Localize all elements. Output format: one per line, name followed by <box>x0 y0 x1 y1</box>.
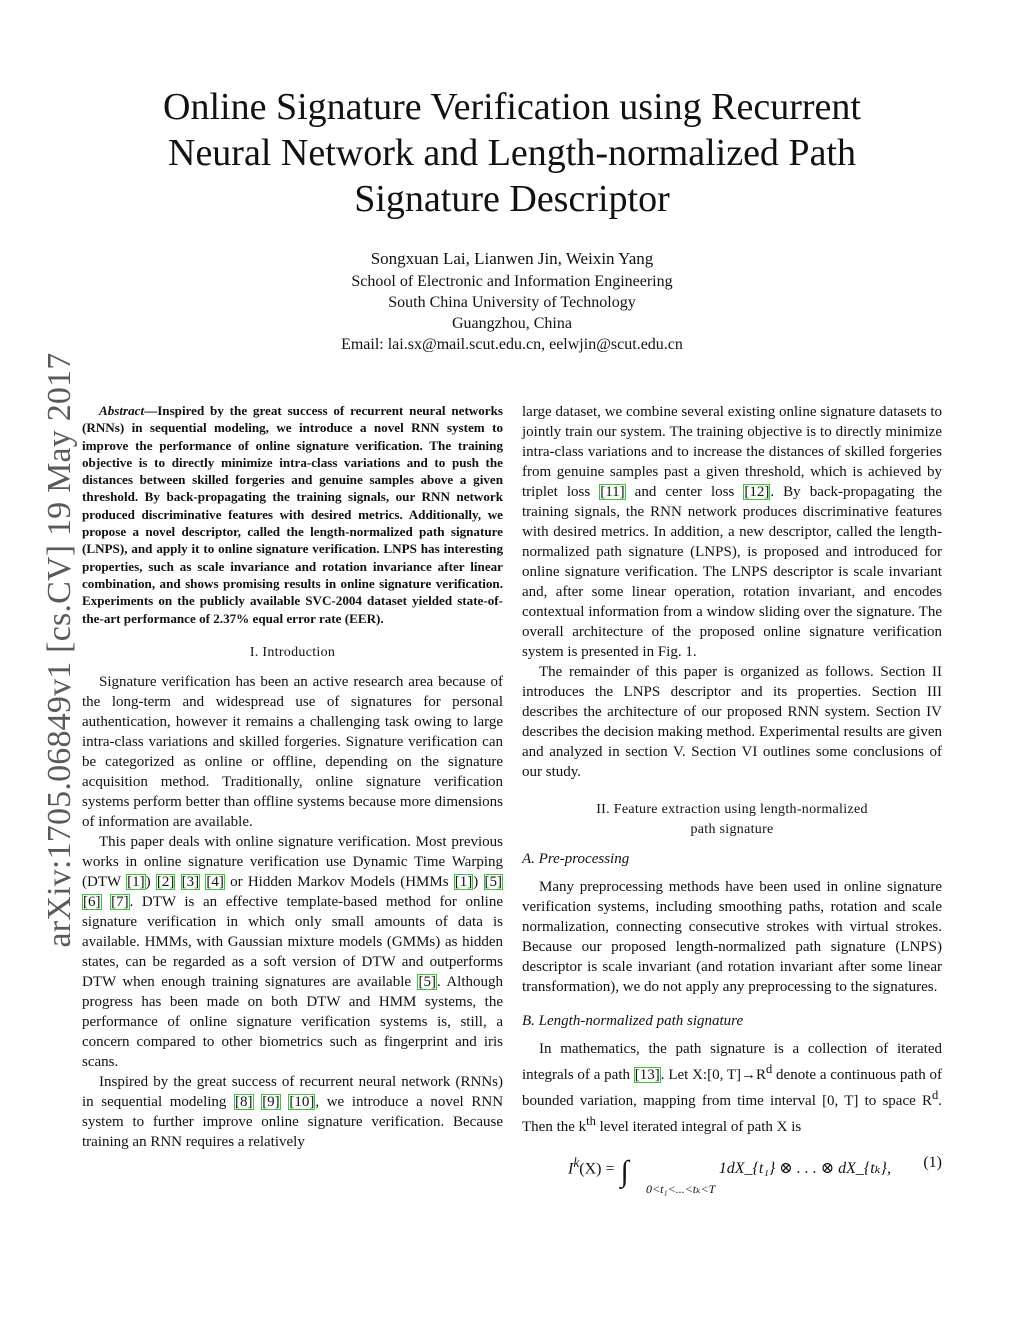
eq-symbol: I <box>568 1160 574 1178</box>
integral-sign: ∫ <box>620 1155 629 1189</box>
text-run: level iterated integral of path X is <box>595 1119 802 1135</box>
arxiv-identifier: arXiv:1705.06849v1 [cs.CV] 19 May 2017 <box>41 352 78 948</box>
superscript: th <box>586 1114 596 1128</box>
text-run: ) <box>145 873 156 890</box>
intro-paragraph-continued <box>522 402 942 662</box>
organization-paragraph: The remainder of this paper is organized as follows. Section II introduces the LNPS descriptor and its properties. Section III describes the architecture of our proposed RNN system. Section IV describes the decision making method. Experimental results are given and analyzed in section V. Section VI outlines some conclusions of our study. <box>522 664 942 780</box>
text-run: denote a continuous path of bounded variation, mapping from time interval [0, T] to space R <box>522 1067 942 1109</box>
citation-link[interactable]: [1] <box>454 873 473 890</box>
citation-link[interactable]: [2] <box>156 873 175 890</box>
citation-link[interactable]: [7] <box>111 893 129 910</box>
eq-argument: (X) = <box>579 1160 615 1178</box>
text-run: . Although progress has been made on both DTW and HMM systems, the performance of online signature verification systems is, still, a concern compared to other biometrics such as fingerprint and iris scans. <box>82 973 504 1070</box>
eq-superscript: k <box>573 1155 580 1170</box>
subsection-heading-preprocessing: A. Pre-processing <box>522 851 630 867</box>
path-signature-paragraph <box>522 1039 942 1137</box>
citation-link[interactable]: [5] <box>484 873 503 890</box>
right-column <box>522 402 942 1196</box>
text-run: In mathematics, the path signature is a collection of iterated integrals of a path <box>522 1041 942 1083</box>
affiliation-line: Guangzhou, China <box>452 315 572 332</box>
left-column <box>82 402 503 1152</box>
eq-integrand: 1dX_{t₁} ⊗ . . . ⊗ dX_{tₖ}, <box>718 1160 891 1178</box>
text-run: . Let X:[0, T]→R <box>660 1067 767 1083</box>
text-run: . Then the k <box>522 1093 942 1135</box>
text-run: , we introduce a novel RNN system to further improve online signature verification. Because training an RNN requires a relatively <box>82 1093 504 1150</box>
citation-link[interactable]: [3] <box>181 873 200 890</box>
citation-link[interactable]: [13] <box>634 1067 660 1083</box>
intro-paragraph-2 <box>82 832 503 1072</box>
title-line: Online Signature Verification using Recurrent <box>163 86 861 128</box>
intro-paragraph-3 <box>82 1072 503 1152</box>
text-run: and center loss <box>625 484 744 500</box>
intro-paragraph-1: Signature verification has been an active research area because of the long-term and widespread use of signatures for personal authentication, however it remains a challenging task owing to large intra-class variations and skilled forgeries. Signature verification can be categorized as online or offline, depending on the signature acquisition method. Traditionally, online signature verification systems perform better than offline systems because more dimensions of information are available. <box>82 673 503 830</box>
abstract-text: —Inspired by the great success of recurrent neural networks (RNNs) in sequential modeling, we introduce a novel RNN system to improve the performance of online signature verification. The training objective is to directly minimize intra-class variations and to push the distances between skilled forgeries and genuine samples above a given threshold. By back-propagating the training signals, our RNN network produced discriminative features with desired metrics. Additionally, we propose a novel descriptor, called the length-normalized path signature (LNPS), and apply it to online signature verification. LNPS has interesting properties, such as scale invariance and rotation invariance after linear combination, and shows promising results in online signature verification. Experiments on the publicly available SVC-2004 dataset yielded state-of-the-art performance of 2.37% equal error rate (EER). <box>82 403 503 626</box>
section-heading-introduction: I. Introduction <box>249 644 336 660</box>
text-run: This paper deals with online signature verification. Most previous works in online signature verification use Dynamic Time Warping (DTW <box>82 833 503 890</box>
affiliation-line: South China University of Technology <box>388 294 636 311</box>
author-names: Songxuan Lai, Lianwen Jin, Weixin Yang <box>370 249 654 268</box>
equation-expression <box>568 1153 891 1196</box>
equation-1 <box>522 1149 942 1196</box>
abstract <box>82 402 503 627</box>
affiliation-line: School of Electronic and Information Engineering <box>351 273 673 290</box>
equation-number: (1) <box>923 1154 942 1171</box>
citation-link[interactable]: [6] <box>83 893 101 910</box>
title-line: Signature Descriptor <box>354 178 670 220</box>
text-run: or Hidden Markov Models (HMMs <box>224 873 454 890</box>
subsection-heading-lnps: B. Length-normalized path signature <box>522 1013 744 1029</box>
heading-line: II. Feature extraction using length-normalized <box>596 802 868 817</box>
text-run: large dataset, we combine several existing online signature datasets to jointly train our system. The training objective is to directly minimize intra-class variations and to increase the distances of skilled forgeries from genuine samples past a given threshold, which is achieved by triplet loss <box>522 404 942 500</box>
citation-link[interactable]: [9] <box>262 1093 280 1110</box>
heading-line: path signature <box>690 822 774 837</box>
email-line: Email: lai.sx@mail.scut.edu.cn, eelwjin@scut.edu.cn <box>341 336 683 353</box>
citation-link[interactable]: [5] <box>418 973 436 990</box>
text-run: . By back-propagating the training signals, the RNN network produces discriminative features with desired metrics. In addition, a new descriptor, called the length-normalized path signature (LNPS), is proposed and introduced for online signature verification. The LNPS descriptor is scale invariant and, after some linear operation, rotation invariant, and encodes contextual information from a window sliding over the signature. The overall architecture of the proposed online signature verification system is presented in Fig. 1. <box>522 484 942 660</box>
superscript: d <box>766 1062 773 1076</box>
citation-link[interactable]: [12] <box>744 484 770 500</box>
section-heading-feature-extraction <box>522 800 942 840</box>
preprocessing-paragraph: Many preprocessing methods have been used in online signature verification systems, including smoothing paths, rotation and scale normalization, connecting consecutive strokes with virtual strokes. Because our proposed length-normalized path signature (LNPS) descriptor is scale invariant (and rotation invariant after some linear transformation), we do not apply any preprocessing to the signatures. <box>522 879 942 995</box>
abstract-label: Abstract <box>99 403 145 418</box>
integral-limits: 0<t₁<...<tₖ<T <box>646 1182 716 1196</box>
author-block <box>212 248 812 355</box>
citation-link[interactable]: [4] <box>206 873 224 890</box>
superscript: d <box>932 1088 939 1102</box>
citation-link[interactable]: [8] <box>235 1093 253 1110</box>
text-run: . DTW is an effective template-based method for online signature verification in which only small amounts of data is available. HMMs, with Gaussian mixture models (GMMs) as hidden states, can be regarded as a soft version of DTW and outperforms DTW when enough training signatures are available <box>82 893 504 990</box>
citation-link[interactable]: [10] <box>289 1093 315 1110</box>
citation-link[interactable]: [11] <box>600 484 625 500</box>
citation-link[interactable]: [1] <box>127 873 145 890</box>
text-run: Inspired by the great success of recurrent neural network (RNNs) in sequential modeling <box>82 1073 503 1110</box>
paper-title <box>100 84 924 222</box>
text-run: ) <box>473 873 484 890</box>
title-line: Neural Network and Length-normalized Path <box>168 132 856 174</box>
